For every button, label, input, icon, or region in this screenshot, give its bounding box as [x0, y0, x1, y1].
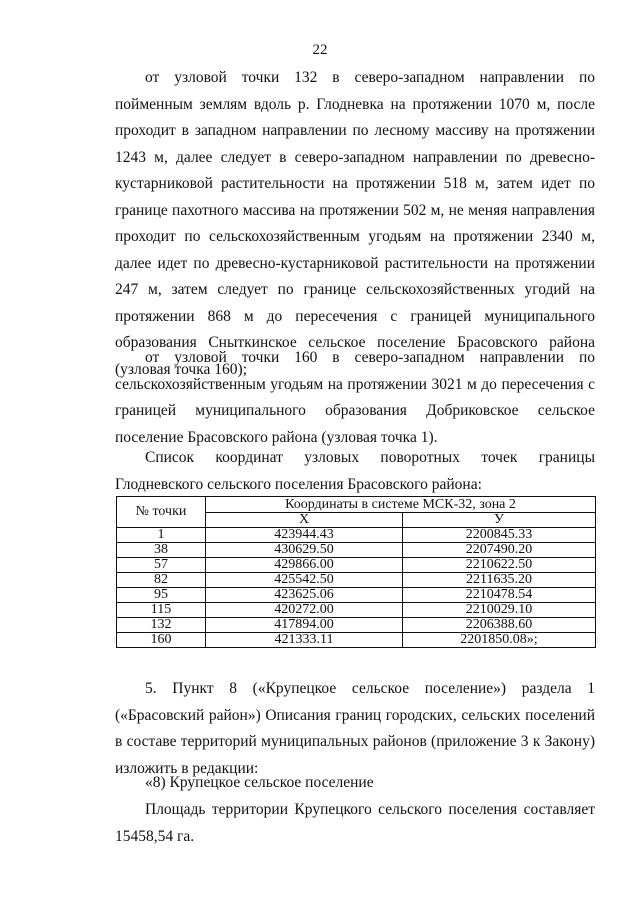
cell-x: 429866.00: [206, 558, 403, 573]
table-row: [117, 543, 596, 558]
page-number: 22: [312, 42, 328, 58]
header-x: X: [206, 513, 403, 528]
paragraph-route-from-point-132: от узловой точки 132 в северо-западном направлении по пойменным землям вдоль р. Глодневка на протяжении 1070 м, после проходит в западном направлении по лесному массиву на протяжении 1243 м, далее следует в северо-западном направлении по древесно-кустарниковой растительности на протяжении 518 м, затем идет по границе пахотного массива на протяжении 502 м, не меняя направления проходит по сельскохозяйственным угодьям на протяжении 2340 м, далее идет по древесно-кустарниковой растительности на протяжении 247 м, затем следует по границе сельскохозяйственных угодий на протяжении 868 м до пересечения с границей муниципального образования Сныткинское сельское поселение Брасовского района (узловая точка 160);: [115, 69, 595, 378]
paragraph-coordinates-list-intro: Список координат узловых поворотных точек границы Глодневского сельского поселения Брасовского района:: [115, 449, 595, 493]
cell-point: 57: [117, 558, 206, 573]
cell-x: 423625.06: [206, 588, 403, 603]
cell-y: 2210478.54: [403, 588, 596, 603]
table-row: [117, 633, 596, 648]
cell-y: 2211635.20: [403, 573, 596, 588]
table-row: [117, 603, 596, 618]
table-row: [117, 573, 596, 588]
paragraph-route-from-point-160: от узловой точки 160 в северо-западном направлении по сельскохозяйственным угодьям на протяжении 3021 м до пересечения с границей муниципального образования Добриковское сельское поселение Брасовского района (узловая точка 1).: [115, 349, 595, 446]
header-point-number: № точки: [117, 497, 206, 528]
cell-y: 2207490.20: [403, 543, 596, 558]
cell-point: 115: [117, 603, 206, 618]
cell-y: 2210622.50: [403, 558, 596, 573]
paragraph-amendment-item-5: 5. Пункт 8 («Крупецкое сельское поселение») раздела 1 («Брасовский район») Описания границ городских, сельских поселений в составе территорий муниципальных районов (приложение 3 к Закону) изложить в редакции:: [115, 680, 595, 777]
cell-y: 2200845.33: [403, 528, 596, 543]
cell-x: 430629.50: [206, 543, 403, 558]
cell-x: 423944.43: [206, 528, 403, 543]
cell-y: 2201850.08»;: [403, 633, 596, 648]
paragraph-section-title: «8) Крупецкое сельское поселение: [145, 774, 374, 791]
cell-y: 2206388.60: [403, 618, 596, 633]
cell-point: 1: [117, 528, 206, 543]
cell-x: 425542.50: [206, 573, 403, 588]
cell-x: 417894.00: [206, 618, 403, 633]
cell-x: 421333.11: [206, 633, 403, 648]
table-row: [117, 528, 596, 543]
table-row: [117, 588, 596, 603]
cell-y: 2210029.10: [403, 603, 596, 618]
coordinates-table: [116, 496, 596, 648]
cell-point: 82: [117, 573, 206, 588]
table-row: [117, 558, 596, 573]
cell-point: 160: [117, 633, 206, 648]
cell-x: 420272.00: [206, 603, 403, 618]
cell-point: 95: [117, 588, 206, 603]
cell-point: 132: [117, 618, 206, 633]
header-coordinate-system: Координаты в системе МСК-32, зона 2: [206, 497, 596, 513]
paragraph-area: Площадь территории Крупецкого сельского поселения составляет 15458,54 га.: [115, 801, 595, 845]
table-row: [117, 618, 596, 633]
cell-point: 38: [117, 543, 206, 558]
header-y: У: [403, 513, 596, 528]
